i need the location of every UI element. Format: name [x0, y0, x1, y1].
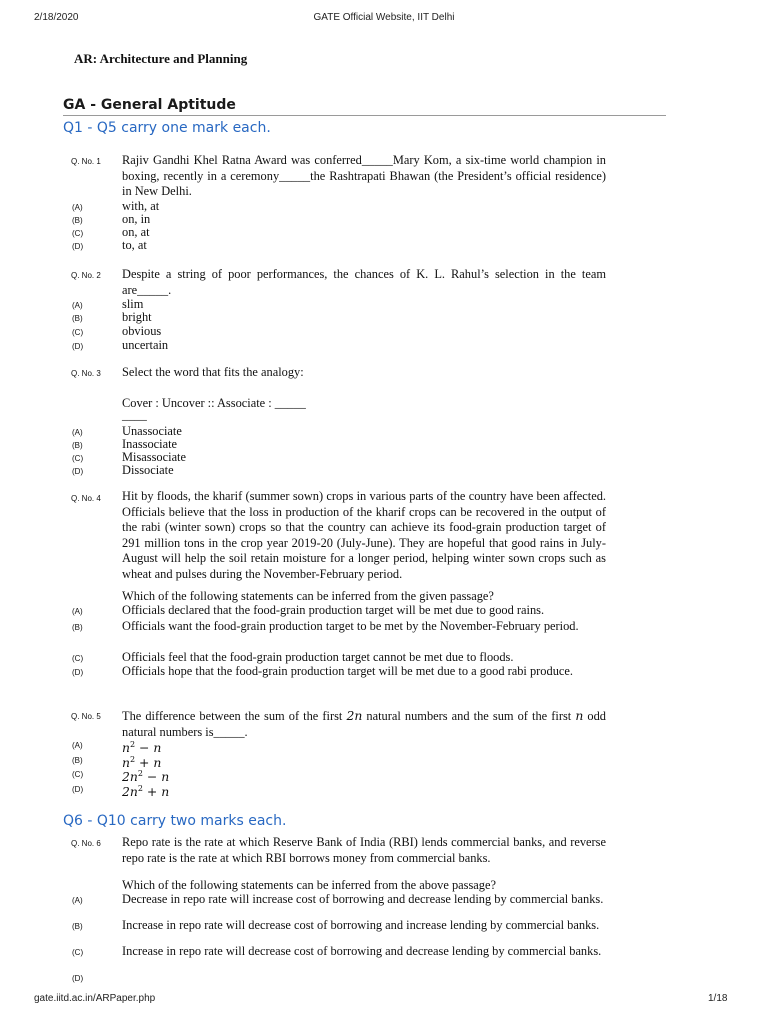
option-d: Dissociate — [122, 463, 174, 477]
option-b: bright — [122, 310, 152, 324]
option-d: $2n^2 + n$ — [122, 784, 170, 800]
paper-title: AR: Architecture and Planning — [74, 51, 248, 66]
option-d: to, at — [122, 238, 147, 252]
question-number: Q. No. 5 — [71, 712, 101, 721]
option-c: obvious — [122, 324, 162, 338]
analogy-text: Cover : Uncover :: Associate : _____ — [122, 396, 306, 410]
print-page-title: GATE Official Website, IIT Delhi — [313, 12, 455, 23]
question-number: Q. No. 1 — [71, 157, 101, 166]
option-c: Increase in repo rate will decrease cost of borrowing and decrease lending by commercial banks. — [122, 944, 602, 958]
print-date: 2/18/2020 — [34, 12, 79, 23]
option-b: $n^2 + n$ — [122, 755, 162, 771]
question-text: Select the word that fits the analogy: — [122, 365, 304, 379]
math-n: n — [575, 708, 584, 723]
option-label-d: (D) — [72, 467, 84, 476]
option-label-b: (B) — [72, 441, 83, 450]
option-label-d: (D) — [72, 668, 84, 677]
question-text: Rajiv Gandhi Khel Ratna Award was conferred_____Mary Kom, a six-time world champion in boxing, recently in a ceremony_____the Rashtrapati Bhawan (the President’s official residence) in New Delhi. — [122, 153, 606, 198]
question-number: Q. No. 4 — [71, 494, 101, 503]
group-heading-one-mark: Q1 - Q5 carry one mark each. — [63, 120, 271, 136]
question-text — [122, 708, 606, 740]
option-a: $n^2 - n$ — [122, 740, 162, 756]
question-number: Q. No. 6 — [71, 839, 101, 848]
option-label-b: (B) — [72, 922, 83, 931]
option-label-b: (B) — [72, 756, 83, 765]
analogy-blank: ____ — [122, 408, 147, 422]
option-d: Officials hope that the food-grain production target will be met due to a good rabi produce. — [122, 664, 573, 678]
question-passage: Hit by floods, the kharif (summer sown) crops in various parts of the country have been affected. Officials believe that the loss in production of the kharif crops can be recovered in the output of the rabi (winter sown) crops so that the country can achieve its food-grain production target of 291 million tons in the crop year 2019-20 (July-June). They are hopeful that good rains in July-August will help the soil retain moisture for a longer period, helping winter sown crops such as wheat and pulses during the November-February period. — [122, 489, 606, 581]
option-label-d: (D) — [72, 342, 84, 351]
option-label-a: (A) — [72, 203, 83, 212]
option-label-c: (C) — [72, 328, 84, 337]
option-b: Increase in repo rate will decrease cost of borrowing and increase lending by commercial banks. — [122, 918, 600, 932]
option-label-d: (D) — [72, 974, 84, 983]
option-d: uncertain — [122, 338, 169, 352]
option-label-b: (B) — [72, 623, 83, 632]
question-prompt: Which of the following statements can be inferred from the above passage? — [122, 878, 496, 892]
option-c: Misassociate — [122, 450, 187, 464]
option-a: Unassociate — [122, 424, 182, 438]
option-a: slim — [122, 297, 144, 311]
option-a: Officials declared that the food-grain production target will be met due to good rains. — [122, 603, 545, 617]
option-label-c: (C) — [72, 770, 84, 779]
option-label-c: (C) — [72, 229, 84, 238]
print-page-number: 1/18 — [708, 993, 728, 1004]
text-part-1: The difference between the sum of the first — [122, 709, 343, 723]
option-label-c: (C) — [72, 454, 84, 463]
option-label-c: (C) — [72, 654, 84, 663]
question-prompt: Which of the following statements can be inferred from the given passage? — [122, 589, 494, 603]
option-a: Decrease in repo rate will increase cost of borrowing and decrease lending by commercial banks. — [122, 892, 604, 906]
option-c: on, at — [122, 225, 150, 239]
question-text: Despite a string of poor performances, the chances of K. L. Rahul’s selection in the team are_____. — [122, 267, 606, 297]
text-part-3: odd natural numbers is_____. — [122, 709, 606, 739]
option-label-b: (B) — [72, 314, 83, 323]
option-label-c: (C) — [72, 948, 84, 957]
math-2n: 2n — [346, 708, 363, 723]
question-number: Q. No. 3 — [71, 369, 101, 378]
group-heading-two-marks: Q6 - Q10 carry two marks each. — [63, 813, 287, 829]
option-label-d: (D) — [72, 242, 84, 251]
option-label-a: (A) — [72, 428, 83, 437]
text-part-2: natural numbers and the sum of the first — [366, 709, 572, 723]
option-b: Inassociate — [122, 437, 178, 451]
option-label-a: (A) — [72, 301, 83, 310]
option-label-d: (D) — [72, 785, 84, 794]
section-title: GA - General Aptitude — [63, 97, 236, 113]
option-b: on, in — [122, 212, 151, 226]
option-label-a: (A) — [72, 741, 83, 750]
question-passage: Repo rate is the rate at which Reserve Bank of India (RBI) lends commercial banks, and reverse repo rate is the rate at which RBI borrows money from commercial banks. — [122, 835, 606, 865]
option-label-b: (B) — [72, 216, 83, 225]
option-c: $2n^2 - n$ — [122, 769, 170, 785]
option-c: Officials feel that the food-grain production target cannot be met due to floods. — [122, 650, 514, 664]
option-b: Officials want the food-grain production target to be met by the November-February period. — [122, 619, 579, 633]
option-a: with, at — [122, 199, 160, 213]
option-label-a: (A) — [72, 607, 83, 616]
question-number: Q. No. 2 — [71, 271, 101, 280]
section-divider — [63, 115, 666, 116]
print-url: gate.iitd.ac.in/ARPaper.php — [34, 993, 156, 1004]
option-label-a: (A) — [72, 896, 83, 905]
